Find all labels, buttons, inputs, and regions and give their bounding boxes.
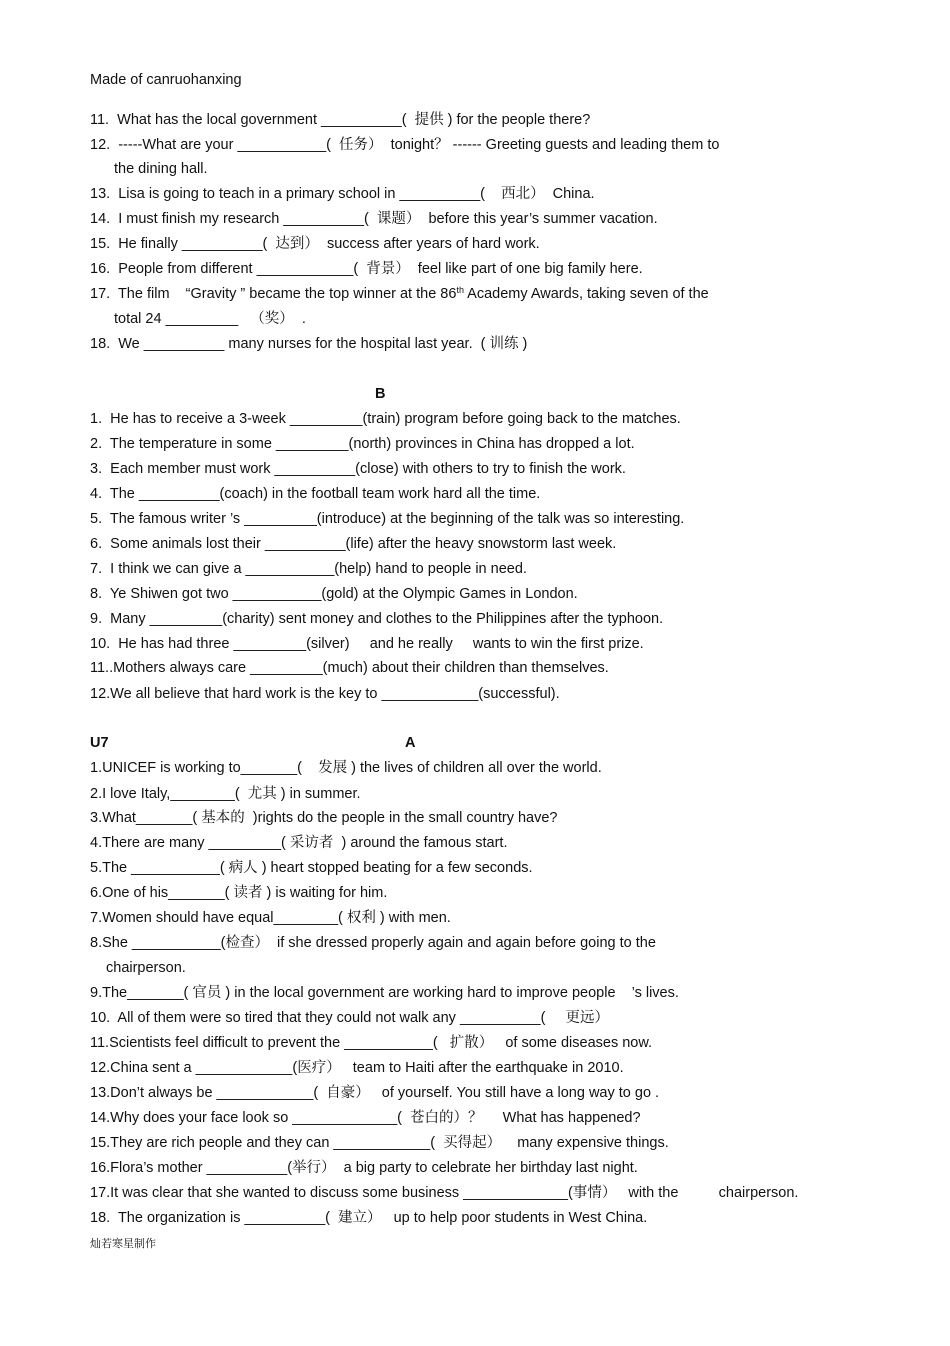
question-b-6: 6. Some animals lost their __________(life) after the heavy snowstorm last week.: [90, 536, 617, 552]
question-a-17-text-end: Academy Awards, taking seven of the: [463, 286, 709, 302]
question-b-2: 2. The temperature in some _________(north) provinces in China has dropped a lot.: [90, 436, 635, 452]
question-u7-2: 2.I love Italy,________( 尤其 ) in summer.: [90, 786, 361, 802]
question-a-12: 12. -----What are your ___________( 任务） tonight？ ------ Greeting guests and leading them to: [90, 137, 720, 153]
question-u7-8-cont: chairperson.: [106, 960, 186, 976]
question-u7-17: 17.It was clear that she wanted to discuss some business _____________(事情） with the chairperson.: [90, 1185, 799, 1201]
question-a-17-cont: total 24 _________ （奖） .: [114, 311, 306, 327]
question-a-12-cont: the dining hall.: [114, 161, 208, 177]
question-b-9: 9. Many _________(charity) sent money and clothes to the Philippines after the typhoon.: [90, 611, 664, 627]
question-a-11: 11. What has the local government __________( 提供 ) for the people there?: [90, 112, 591, 128]
document-footer: 灿若寒星制作: [90, 1238, 156, 1250]
question-u7-16: 16.Flora’s mother __________(举行） a big party to celebrate her birthday last night.: [90, 1160, 638, 1176]
question-u7-13: 13.Don’t always be ____________( 自豪） of yourself. You still have a long way to go .: [90, 1085, 660, 1101]
question-b-7: 7. I think we can give a ___________(help) hand to people in need.: [90, 561, 527, 577]
question-b-3: 3. Each member must work __________(close) with others to try to finish the work.: [90, 461, 626, 477]
question-a-15: 15. He finally __________( 达到） success after years of hard work.: [90, 236, 540, 252]
question-u7-9: 9.The_______( 官员 ) in the local government are working hard to improve people ’s lives.: [90, 985, 679, 1001]
question-b-8: 8. Ye Shiwen got two ___________(gold) at the Olympic Games in London.: [90, 586, 578, 602]
unit-title: U7: [90, 735, 109, 751]
ordinal-suffix: th: [456, 285, 464, 295]
question-u7-6: 6.One of his_______( 读者 ) is waiting for him.: [90, 885, 388, 901]
question-u7-14: 14.Why does your face look so _____________( 苍白的）？ What has happened?: [90, 1110, 641, 1126]
question-u7-3: 3.What_______( 基本的 )rights do the people in the small country have?: [90, 810, 558, 826]
question-b-4: 4. The __________(coach) in the football team work hard all the time.: [90, 486, 541, 502]
question-b-5: 5. The famous writer ’s _________(introduce) at the beginning of the talk was so interesting.: [90, 511, 685, 527]
question-u7-5: 5.The ___________( 病人 ) heart stopped beating for a few seconds.: [90, 860, 533, 876]
question-a-17: [90, 285, 709, 304]
question-u7-18: 18. The organization is __________( 建立） up to help poor students in West China.: [90, 1210, 648, 1226]
question-u7-1: 1.UNICEF is working to_______( 发展 ) the lives of children all over the world.: [90, 760, 602, 776]
document-header: Made of canruohanxing: [90, 72, 242, 88]
question-b-1: 1. He has to receive a 3-week _________(train) program before going back to the matches.: [90, 411, 681, 427]
question-b-12: 12.We all believe that hard work is the key to ____________(successful).: [90, 686, 560, 702]
question-b-11: 11..Mothers always care _________(much) about their children than themselves.: [90, 660, 609, 676]
question-u7-10: 10. All of them were so tired that they could not walk any __________( 更远）: [90, 1010, 610, 1026]
question-a-16: 16. People from different ____________( 背景） feel like part of one big family here.: [90, 261, 643, 277]
question-a-17-text: 17. The film “Gravity ” became the top winner at the 86: [90, 286, 457, 302]
question-a-18: 18. We __________ many nurses for the hospital last year. ( 训练 ): [90, 336, 528, 352]
question-u7-15: 15.They are rich people and they can ____________( 买得起） many expensive things.: [90, 1135, 669, 1151]
section-u7-a-title: A: [405, 735, 416, 751]
question-u7-8: 8.She ___________(检查） if she dressed properly again and again before going to the: [90, 935, 656, 951]
question-u7-7: 7.Women should have equal________( 权利 ) with men.: [90, 910, 451, 926]
question-a-14: 14. I must finish my research __________( 课题） before this year’s summer vacation.: [90, 211, 658, 227]
question-b-10: 10. He has had three _________(silver) and he really wants to win the first prize.: [90, 636, 644, 652]
question-u7-4: 4.There are many _________( 采访者 ) around the famous start.: [90, 835, 508, 851]
question-u7-11: 11.Scientists feel difficult to prevent the ___________( 扩散） of some diseases now.: [90, 1035, 653, 1051]
section-b-title: B: [375, 386, 386, 402]
question-u7-12: 12.China sent a ____________(医疗） team to Haiti after the earthquake in 2010.: [90, 1060, 624, 1076]
question-a-13: 13. Lisa is going to teach in a primary school in __________( 西北） China.: [90, 186, 595, 202]
